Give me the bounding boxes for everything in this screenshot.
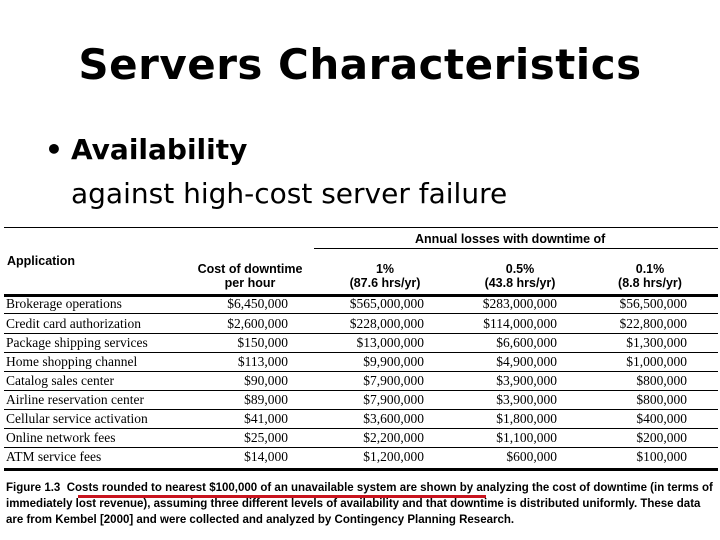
cell-01pct: $100,000 [636,449,687,464]
row-divider [4,409,718,410]
col-header-05pct-line2: (43.8 hrs/yr) [484,276,556,290]
header-top-rule [4,227,718,228]
cell-1pct: $7,900,000 [363,373,424,388]
cell-application: Airline reservation center [6,392,144,407]
row-divider [4,447,718,448]
bullet-availability [45,133,247,166]
cell-05pct: $600,000 [506,449,557,464]
cell-05pct: $6,600,000 [496,335,557,350]
col-header-application: Application [7,254,76,268]
cell-01pct: $800,000 [636,373,687,388]
cell-05pct: $1,800,000 [496,411,557,426]
figure-caption [6,480,718,528]
col-header-01pct [590,262,710,290]
cell-05pct: $283,000,000 [482,296,557,311]
cell-1pct: $3,600,000 [363,411,424,426]
cell-01pct: $400,000 [636,411,687,426]
row-divider [4,428,718,429]
col-header-05pct-line1: 0.5% [505,262,535,276]
cell-cost: $25,000 [244,430,288,445]
cell-application: Online network fees [6,430,116,445]
cell-05pct: $3,900,000 [496,373,557,388]
row-divider [4,352,718,353]
cell-cost: $2,600,000 [227,316,288,331]
cell-05pct: $4,900,000 [496,354,557,369]
cell-01pct: $56,500,000 [619,296,687,311]
bullet-text: Availability [71,133,248,166]
cell-1pct: $228,000,000 [349,316,424,331]
cell-1pct: $13,000,000 [356,335,424,350]
cell-application: Package shipping services [6,335,148,350]
col-header-cost-line1: Cost of downtime [197,262,303,276]
cell-01pct: $800,000 [636,392,687,407]
col-header-cost-line2: per hour [224,276,276,290]
slide-title: Servers Characteristics [78,40,642,89]
cell-cost: $41,000 [244,411,288,426]
cell-application: Brokerage operations [6,296,122,311]
col-header-05pct [460,262,580,290]
cell-application: Credit card authorization [6,316,141,331]
figure-caption-text: Costs rounded to nearest $100,000 of an unavailable system are shown by analyzing the cost of downtime (in terms of immediately lost revenue), assuming three different levels of availability and that downtime is distributed uniformly. These data are from Kembel [2000] and were collected and analyzed by Contingency Planning Research. [6,482,713,526]
downtime-cost-figure [0,226,720,540]
cell-application: Catalog sales center [6,373,114,388]
col-header-01pct-line1: 0.1% [635,262,665,276]
bullet-icon: • [45,133,63,166]
cell-cost: $14,000 [244,449,288,464]
row-divider [4,390,718,391]
row-divider [4,371,718,372]
cell-application: ATM service fees [6,449,102,464]
cell-cost: $89,000 [244,392,288,407]
col-header-1pct [325,262,445,290]
cell-1pct: $1,200,000 [363,449,424,464]
cell-cost: $90,000 [244,373,288,388]
cell-05pct: $114,000,000 [483,316,557,331]
cell-1pct: $565,000,000 [349,296,424,311]
figure-label: Figure 1.3 [6,482,61,494]
group-header-rule [314,248,718,249]
bullet-subtext: against high-cost server failure [71,177,508,210]
col-header-1pct-line2: (87.6 hrs/yr) [349,276,421,290]
cell-cost: $150,000 [237,335,288,350]
row-divider [4,313,718,314]
cell-cost: $6,450,000 [227,296,288,311]
cell-05pct: $1,100,000 [496,430,557,445]
cell-application: Home shopping channel [6,354,138,369]
col-header-1pct-line1: 1% [375,262,395,276]
cell-1pct: $7,900,000 [363,392,424,407]
cell-1pct: $9,900,000 [363,354,424,369]
cell-01pct: $1,300,000 [626,335,687,350]
col-header-01pct-line2: (8.8 hrs/yr) [618,276,682,290]
cell-01pct: $1,000,000 [626,354,687,369]
table-bottom-rule [4,468,718,471]
cell-05pct: $3,900,000 [496,392,557,407]
cell-application: Cellular service activation [6,411,148,426]
cell-1pct: $2,200,000 [363,430,424,445]
col-header-cost [185,262,315,290]
red-annotation-underline [78,495,486,498]
group-header: Annual losses with downtime of [415,232,606,246]
cell-cost: $113,000 [237,354,288,369]
cell-01pct: $200,000 [636,430,687,445]
row-divider [4,333,718,334]
cell-01pct: $22,800,000 [619,316,687,331]
